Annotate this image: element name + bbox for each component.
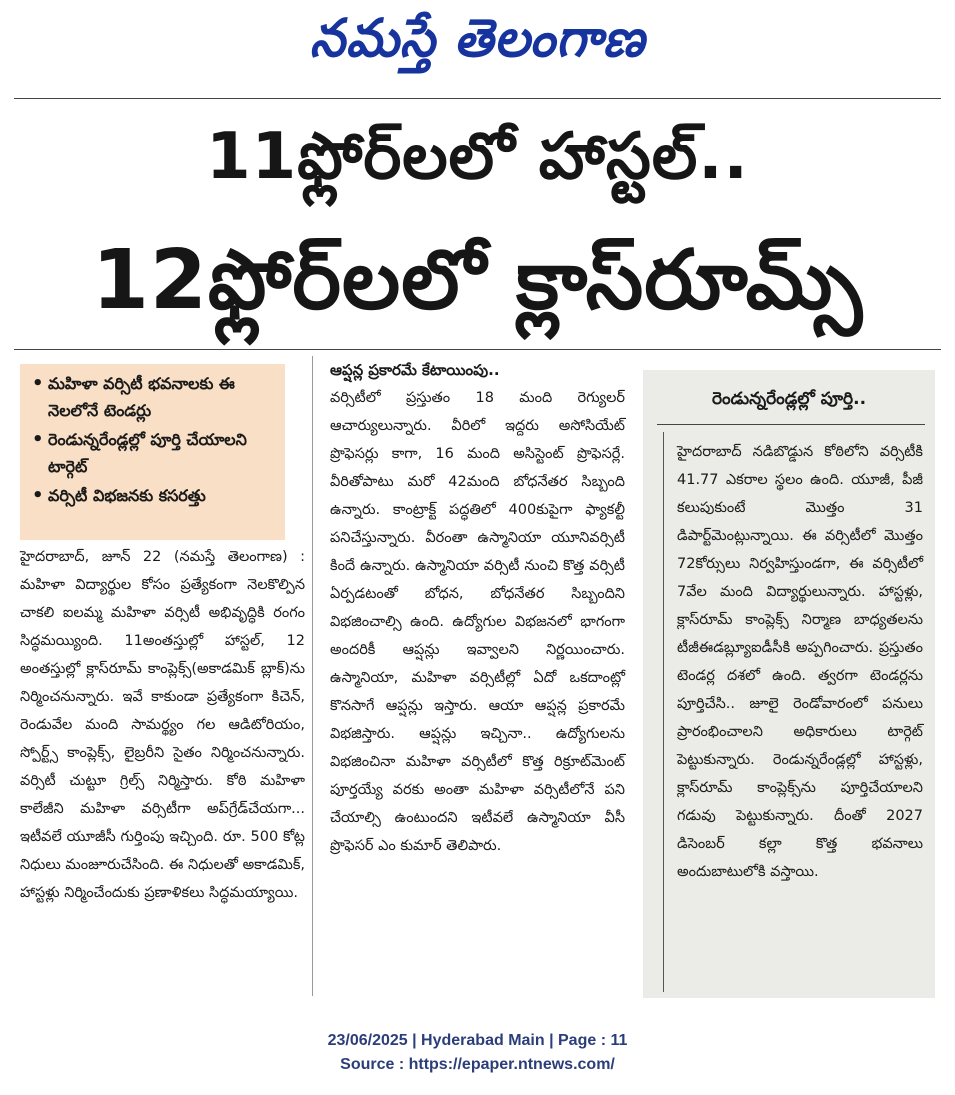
column-subhead: ఆప్షన్ల ప్రకారమే కేటాయింపు.. bbox=[330, 361, 500, 379]
footer-date-page: 23/06/2025 | Hyderabad Main | Page : 11 bbox=[327, 1032, 628, 1049]
sidebar-vertical-rule bbox=[663, 432, 664, 992]
column-2-text: వర్సిటీలో ప్రస్తుతం 18 మంది రెగ్యులర్ ఆచార్యులున్నారు. వీరిలో ఇద్దరు అసోసియేట్ ప్రొఫెసర్లు కాగా, 16 మంది అసిస్టెంట్ ప్రొఫెసర్లే. వీరితోపాటు మరో 42మంది బోధనేతర సిబ్బంది ఉన్నారు. కాంట్రాక్ట్ పద్ధతిలో 400కుపైగా ఫ్యాకల్టీ పనిచేస్తున్నారు. వీరంతా ఉస్మానియా యూనివర్సిటీ కిందే ఉన్నారు. ఉస్మానియా వర్సిటీ నుంచి కొత్త వర్సిటీ ఏర్పడటంతో బోధన, బోధనేతర సిబ్బందిని విభజించాల్సి ఉంది. ఉద్యోగుల విభజనలో భాగంగా అందరికీ ఆప్షన్లు ఇవ్వాలని నిర్ణయించారు. ఉస్మానియా, మహిళా వర్సిటీల్లో ఏదో ఒకదాంట్లో కొనసాగే ఆప్షన్లు ఇస్తారు. ఆయా ఆప్షన్ల ప్రకారమే విభజిస్తారు. ఆప్షన్లు ఇచ్చినా.. ఉద్యోగులను విభజించినా మహిళా వర్సిటీలో కొత్త రిక్రూట్‌మెంట్ పూర్తయ్యే వరకు అంతా మహిళా వర్సిటీలోనే పని చేయాల్సి ఉంటుందని ఇటీవలే ఉస్మానియా వీసీ ప్రొఫెసర్ ఎం కుమార్ తెలిపారు. bbox=[330, 390, 625, 854]
highlight-item: • వర్సిటీ విభజనకు కసరత్తు bbox=[28, 482, 279, 509]
masthead-title: నమస్తే తెలంగాణ bbox=[309, 7, 646, 69]
sidebar-title: రెండున్నరేండ్లల్లో పూర్తి.. bbox=[711, 389, 867, 409]
article-column-2 bbox=[330, 356, 625, 860]
headline-line-1: 11ఫ్లోర్‌లలో హాస్టల్.. bbox=[206, 120, 749, 194]
newspaper-masthead bbox=[0, 2, 955, 74]
column-separator bbox=[312, 356, 313, 996]
article-column-1: హైదరాబాద్, జూన్ 22 (నమస్తే తెలంగాణ) : మహిళా విద్యార్థుల కోసం ప్రత్యేకంగా నెలకొల్పిన చాకలి ఐలమ్మ మహిళా వర్సిటీ అభివృద్ధికి రంగం సిద్ధమయ్యింది. 11అంతస్తుల్లో హాస్టల్, 12 అంతస్తుల్లో క్లాస్‌రూమ్ కాంప్లెక్స్(అకాడమిక్ బ్లాక్)ను నిర్మించనున్నారు. ఇవే కాకుండా ప్రత్యేకంగా కిచెన్, రెండువేల మంది సామర్థ్యం గల ఆడిటోరియం, స్పోర్ట్స్ కాంప్లెక్స్, లైబ్రరీని సైతం నిర్మించనున్నారు. వర్సిటీ చుట్టూ గ్రిల్స్ నిర్మిస్తారు. కోఠి మహిళా కాలేజీని మహిళా వర్సిటీగా అప్‌గ్రేడ్‌చేయగా... ఇటీవలే యూజీసీ గుర్తింపు ఇచ్చింది. రూ. 500 కోట్ల నిధులు మంజూరుచేసింది. ఈ నిధులతో అకాడమిక్, హాస్టళ్లు నిర్మించేందుకు ప్రణాళికలు సిద్ధమయ్యాయి. bbox=[20, 549, 305, 901]
headline-line-2: 12ఫ్లోర్‌లలో క్లాస్‌రూమ్స్ bbox=[91, 233, 864, 328]
highlight-item: • మహిళా వర్సిటీ భవనాలకు ఈ నెలలోనే టెండర్లు bbox=[28, 370, 279, 424]
highlight-item: • రెండున్నరేండ్లల్లో పూర్తి చేయాలని టార్గెట్ bbox=[28, 426, 279, 480]
sidebar-title-rule bbox=[657, 424, 925, 425]
highlights-box bbox=[20, 364, 285, 540]
masthead-divider bbox=[14, 98, 941, 99]
footer-source: Source : https://epaper.ntnews.com/ bbox=[340, 1056, 615, 1073]
headline-divider bbox=[14, 349, 941, 350]
sidebar-text: హైదరాబాద్ నడిబొడ్డున కోఠిలోని వర్సిటీకి 41.77 ఎకరాల స్థలం ఉంది. యూజీ, పీజీ కలుపుకుంటే మొత్తం 31 డిపార్ట్‌మెంట్లున్నాయి. ఈ వర్సిటీలో మొత్తం 72కోర్సులు నిర్వహిస్తుండగా, ఈ వర్సిటీలో 7వేల మంది విద్యార్థులున్నారు. హాస్టళ్లు, క్లాస్‌రూమ్ కాంప్లెక్స్ నిర్మాణ బాధ్యతలను టీజీఈడబ్ల్యూఐడీసీకి అప్పగించారు. ప్రస్తుతం టెండర్ల దశలో ఉంది. త్వరగా టెండర్లను పూర్తిచేసి.. జూలై రెండోవారంలో పనులు ప్రారంభించాలని అధికారులు టార్గెట్ పెట్టుకున్నారు. రెండున్నరేండ్లల్లో హాస్టళ్లు, క్లాస్‌రూమ్ కాంప్లెక్స్‌ను పూర్తిచేయాలని గడువు పెట్టుకున్నారు. దీంతో 2027 డిసెంబర్ కల్లా కొత్త భవనాలు అందుబాటులోకి వస్తాయి. bbox=[677, 444, 923, 880]
